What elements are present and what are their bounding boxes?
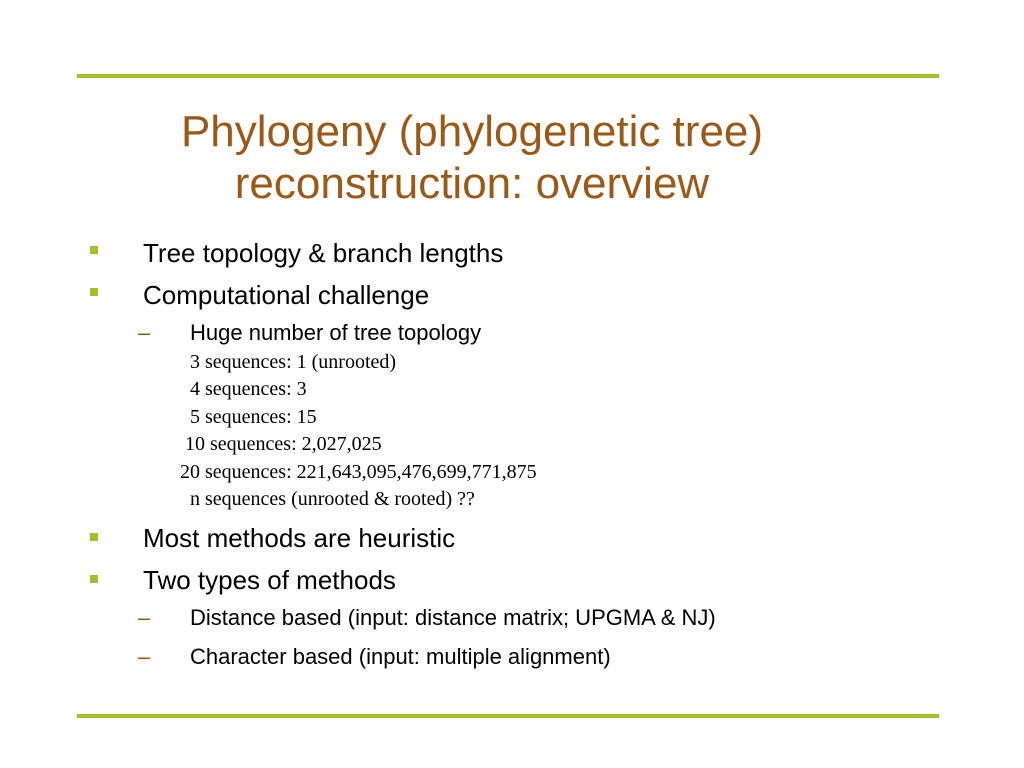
sub-bullet-distance-based: Distance based (input: distance matrix; UPGMA & NJ): [190, 605, 716, 630]
slide-title: [77, 106, 867, 210]
title-line-2: reconstruction: overview: [234, 159, 710, 208]
bullet-computational-challenge: Computational challenge: [143, 280, 430, 310]
square-bullet-icon: [90, 246, 98, 254]
square-bullet-icon: [90, 288, 98, 296]
dash-bullet-icon: –: [138, 320, 151, 345]
bottom-divider: [77, 714, 939, 718]
sequence-count-5: 5 sequences: 15: [190, 406, 317, 428]
sequence-count-10: 10 sequences: 2,027,025: [185, 433, 382, 455]
dash-bullet-icon: –: [138, 644, 151, 669]
dash-bullet-icon: –: [138, 605, 151, 630]
sub-bullet-character-based: Character based (input: multiple alignment): [190, 644, 611, 669]
title-line-1: Phylogeny (phylogenetic tree): [180, 107, 764, 156]
bullet-heuristic: Most methods are heuristic: [143, 523, 456, 553]
square-bullet-icon: [90, 575, 98, 583]
bullet-two-types: Two types of methods: [143, 565, 396, 595]
top-divider: [77, 74, 939, 78]
sub-bullet-huge-number: Huge number of tree topology: [190, 320, 482, 345]
square-bullet-icon: [90, 533, 98, 541]
sequence-count-3: 3 sequences: 1 (unrooted): [190, 351, 397, 373]
bullet-tree-topology: Tree topology & branch lengths: [143, 238, 504, 268]
sequence-count-4: 4 sequences: 3: [190, 378, 307, 400]
sequence-count-20: 20 sequences: 221,643,095,476,699,771,875: [180, 461, 537, 483]
sequence-count-n: n sequences (unrooted & rooted) ??: [190, 488, 475, 510]
